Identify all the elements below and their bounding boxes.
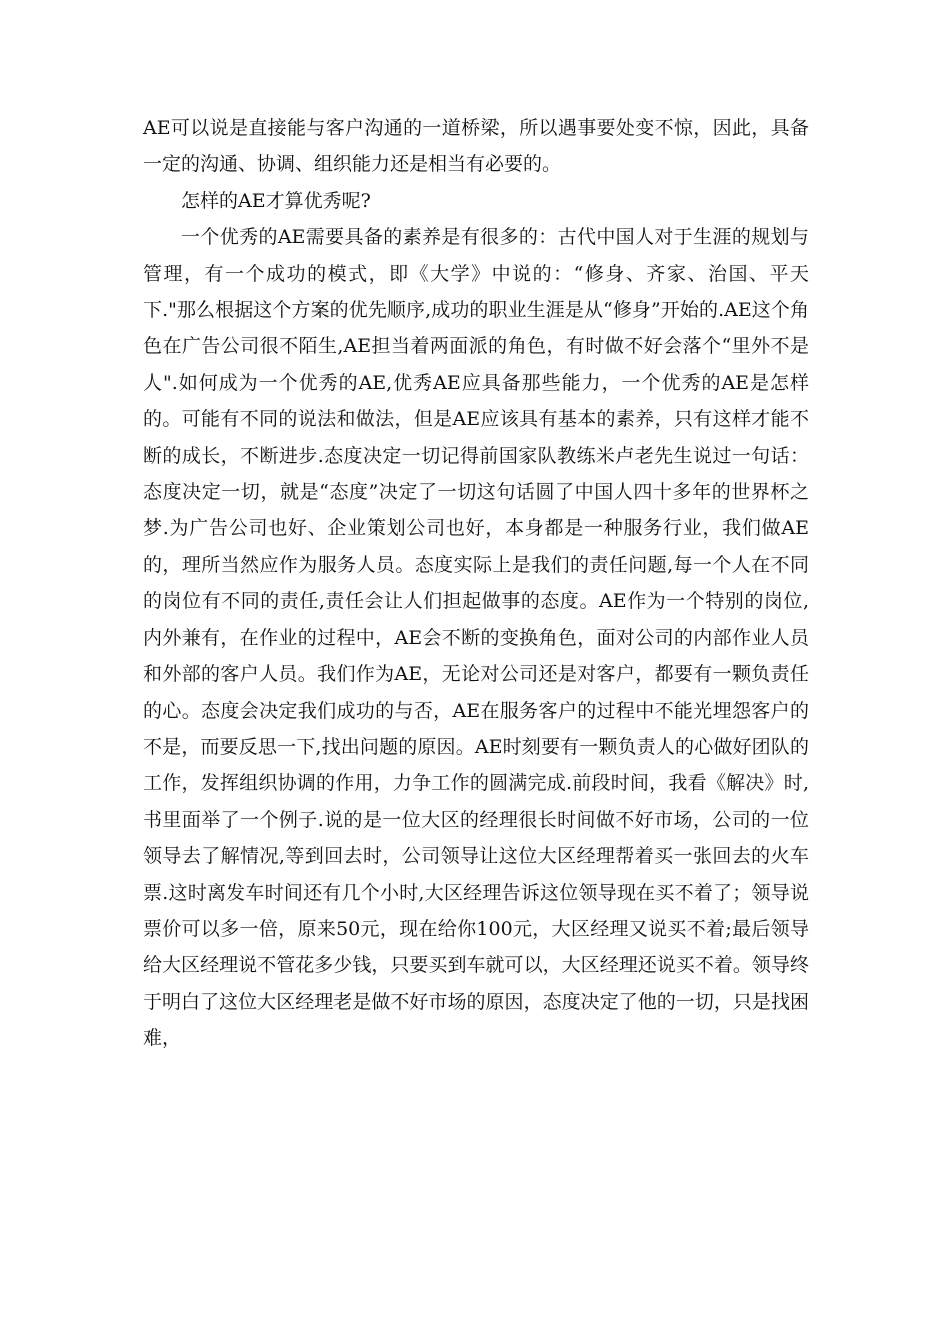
paragraph-question: 怎样的AE才算优秀呢?	[181, 189, 371, 212]
paragraph-ae-bridge: AE可以说是直接能与客户沟通的一道桥梁，所以遇事要处变不惊，因此，具备一定的沟通、协调、组织能力还是相当有必要的。	[143, 117, 809, 176]
document-body	[143, 110, 809, 1057]
paragraph-qualities: 一个优秀的AE需要具备的素养是有很多的：古代中国人对于生涯的规划与管理，有一个成功的模式，即《大学》中说的：“修身、齐家、治国、平天下."那么根据这个方案的优先顺序,成功的职业生涯是从“修身”开始的.AE这个角色在广告公司很不陌生,AE担当着两面派的角色，有时做不好会落个“里外不是人".如何成为一个优秀的AE,优秀AE应具备那些能力，一个优秀的AE是怎样的。可能有不同的说法和做法，但是AE应该具有基本的素养，只有这样才能不断的成长，不断进步.态度决定一切记得前国家队教练米卢老先生说过一句话：态度决定一切，就是“态度”决定了一切这句话圆了中国人四十多年的世界杯之梦.为广告公司也好、企业策划公司也好，本身都是一种服务行业，我们做AE的，理所当然应作为服务人员。态度实际上是我们的责任问题,每一个人在不同的岗位有不同的责任,责任会让人们担起做事的态度。AE作为一个特别的岗位,内外兼有，在作业的过程中，AE会不断的变换角色，面对公司的内部作业人员和外部的客户人员。我们作为AE，无论对公司还是对客户，都要有一颗负责任的心。态度会决定我们成功的与否，AE在服务客户的过程中不能光埋怨客户的不是，而要反思一下,找出问题的原因。AE时刻要有一颗负责人的心做好团队的工作，发挥组织协调的作用，力争工作的圆满完成.前段时间，我看《解决》时,书里面举了一个例子.说的是一位大区的经理很长时间做不好市场，公司的一位领导去了解情况,等到回去时，公司领导让这位大区经理帮着买一张回去的火车票.这时离发车时间还有几个小时,大区经理告诉这位领导现在买不着了；领导说票价可以多一倍，原来50元，现在给你100元，大区经理又说买不着;最后领导给大区经理说不管花多少钱，只要买到车就可以，大区经理还说买不着。领导终于明白了这位大区经理老是做不好市场的原因，态度决定了他的一切，只是找困难，	[143, 226, 809, 1050]
